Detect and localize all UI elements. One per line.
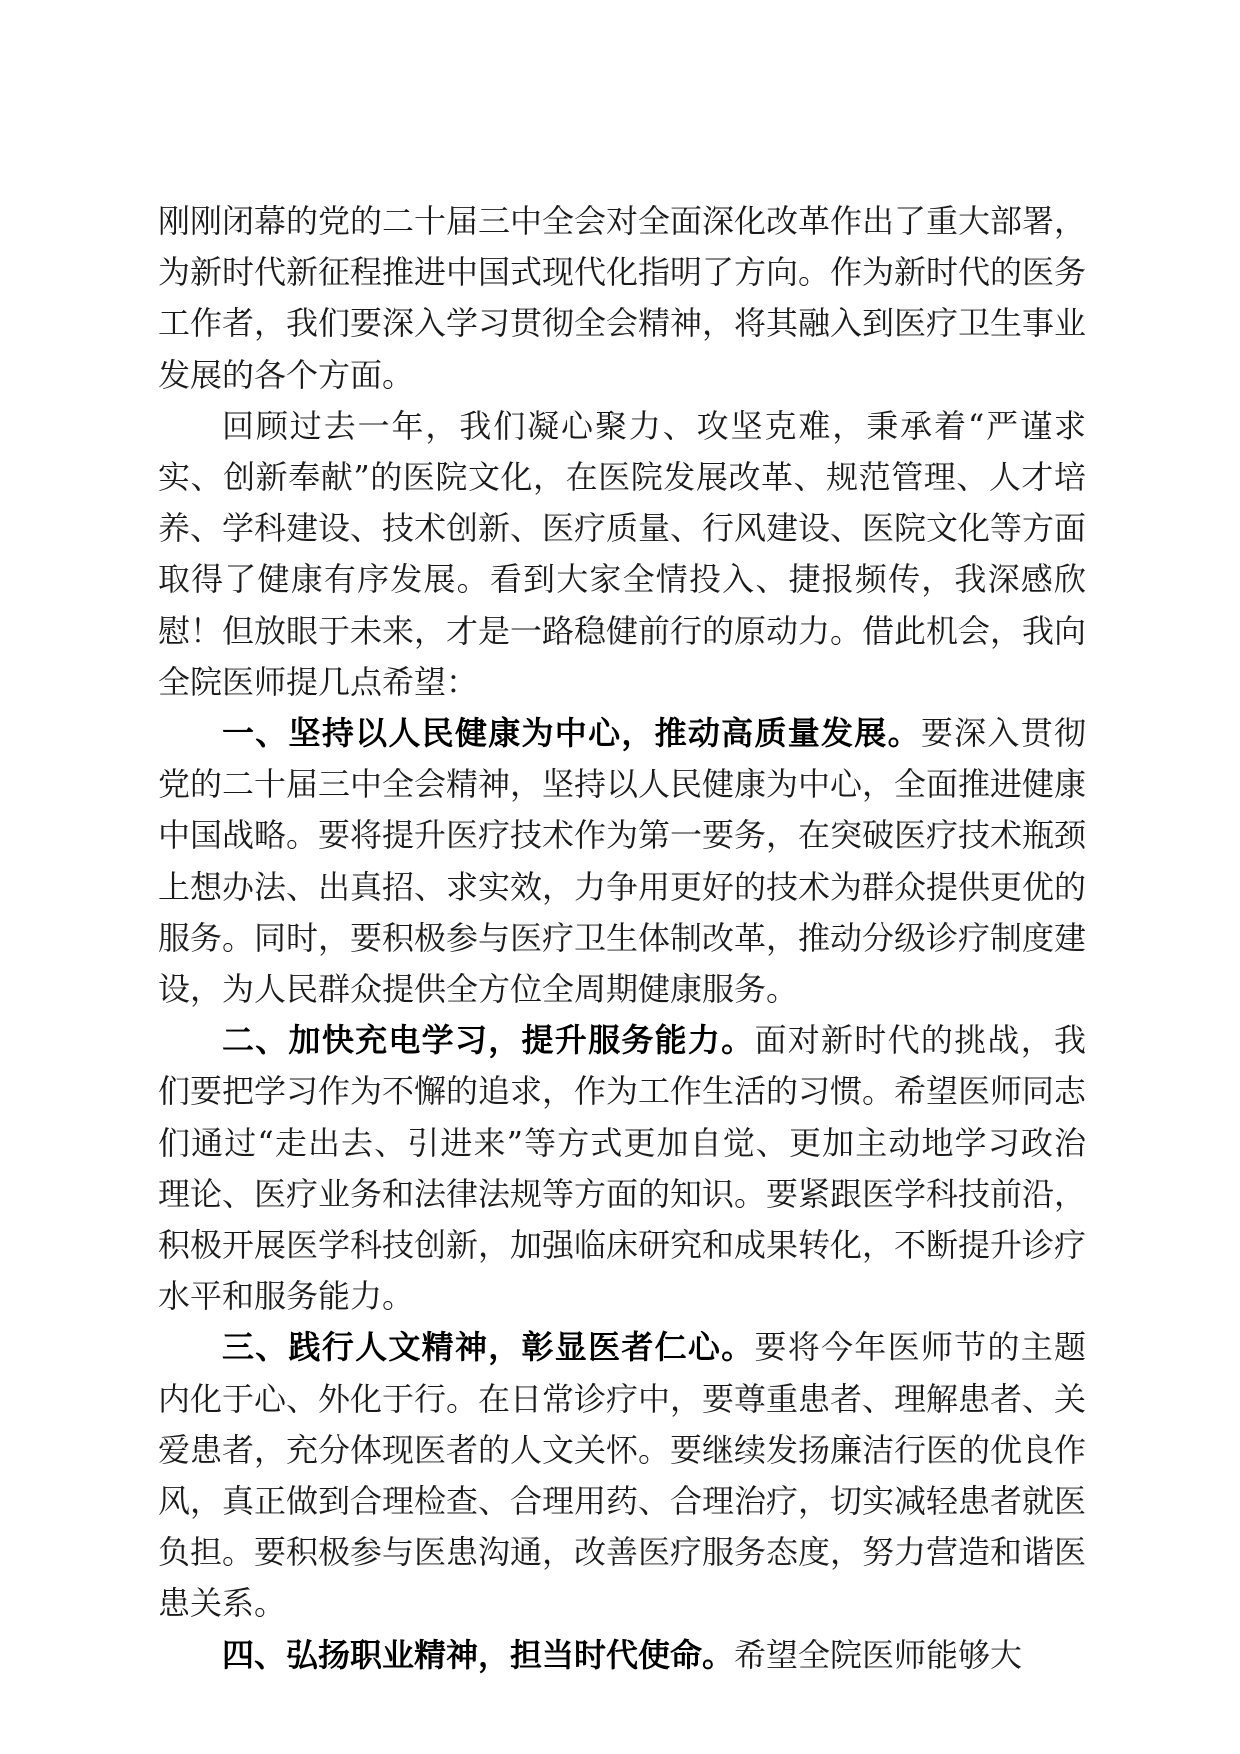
paragraph-text: 回顾过去一年，我们凝心聚力、攻坚克难，秉承着“严谨求实、创新奉献”的医院文化，在医院发展改革、规范管理、人才培养、学科建设、技术创新、医疗质量、行风建设、医院文化等方面取得了健康有序发展。看到大家全情投入、捷报频传，我深感欣慰！但放眼于未来，才是一路稳健前行的原动力。借此机会，我向全院医师提几点希望： — [158, 406, 1087, 701]
paragraph-point-2 — [158, 1015, 1086, 1322]
point-heading: 四、弘扬职业精神，担当时代使命。 — [222, 1635, 735, 1674]
point-heading: 二、加快充电学习，提升服务能力。 — [222, 1021, 755, 1060]
paragraph-point-1 — [158, 708, 1086, 1015]
paragraph-review — [158, 401, 1086, 708]
paragraph-point-3 — [158, 1322, 1086, 1629]
paragraph-text: 希望全院医师能够大 — [734, 1635, 1023, 1674]
paragraph-intro — [158, 196, 1086, 401]
paragraph-text: 刚刚闭幕的党的二十届三中全会对全面深化改革作出了重大部署，为新时代新征程推进中国式现代化指明了方向。作为新时代的医务工作者，我们要深入学习贯彻全会精神，将其融入到医疗卫生事业发展的各个方面。 — [158, 202, 1087, 394]
document-page — [158, 196, 1086, 1681]
paragraph-text: 要深入贯彻党的二十届三中全会精神，坚持以人民健康为中心，全面推进健康中国战略。要将提升医疗技术作为第一要务，在突破医疗技术瓶颈上想办法、出真招、求实效，力争用更好的技术为群众提供更优的服务。同时，要积极参与医疗卫生体制改革，推动分级诊疗制度建设，为人民群众提供全方位全周期健康服务。 — [158, 714, 1087, 1009]
paragraph-text: 面对新时代的挑战，我们要把学习作为不懈的追求，作为工作生活的习惯。希望医师同志们通过“走出去、引进来”等方式更加自觉、更加主动地学习政治理论、医疗业务和法律法规等方面的知识。要紧跟医学科技前沿，积极开展医学科技创新，加强临床研究和成果转化，不断提升诊疗水平和服务能力。 — [158, 1021, 1087, 1316]
point-heading: 三、践行人文精神，彰显医者仁心。 — [222, 1328, 755, 1367]
point-heading: 一、坚持以人民健康为中心，推动高质量发展。 — [222, 714, 921, 753]
paragraph-point-4 — [158, 1630, 1086, 1681]
paragraph-text: 要将今年医师节的主题内化于心、外化于行。在日常诊疗中，要尊重患者、理解患者、关爱患者，充分体现医者的人文关怀。要继续发扬廉洁行医的优良作风，真正做到合理检查、合理用药、合理治疗，切实减轻患者就医负担。要积极参与医患沟通，改善医疗服务态度，努力营造和谐医患关系。 — [158, 1328, 1087, 1623]
